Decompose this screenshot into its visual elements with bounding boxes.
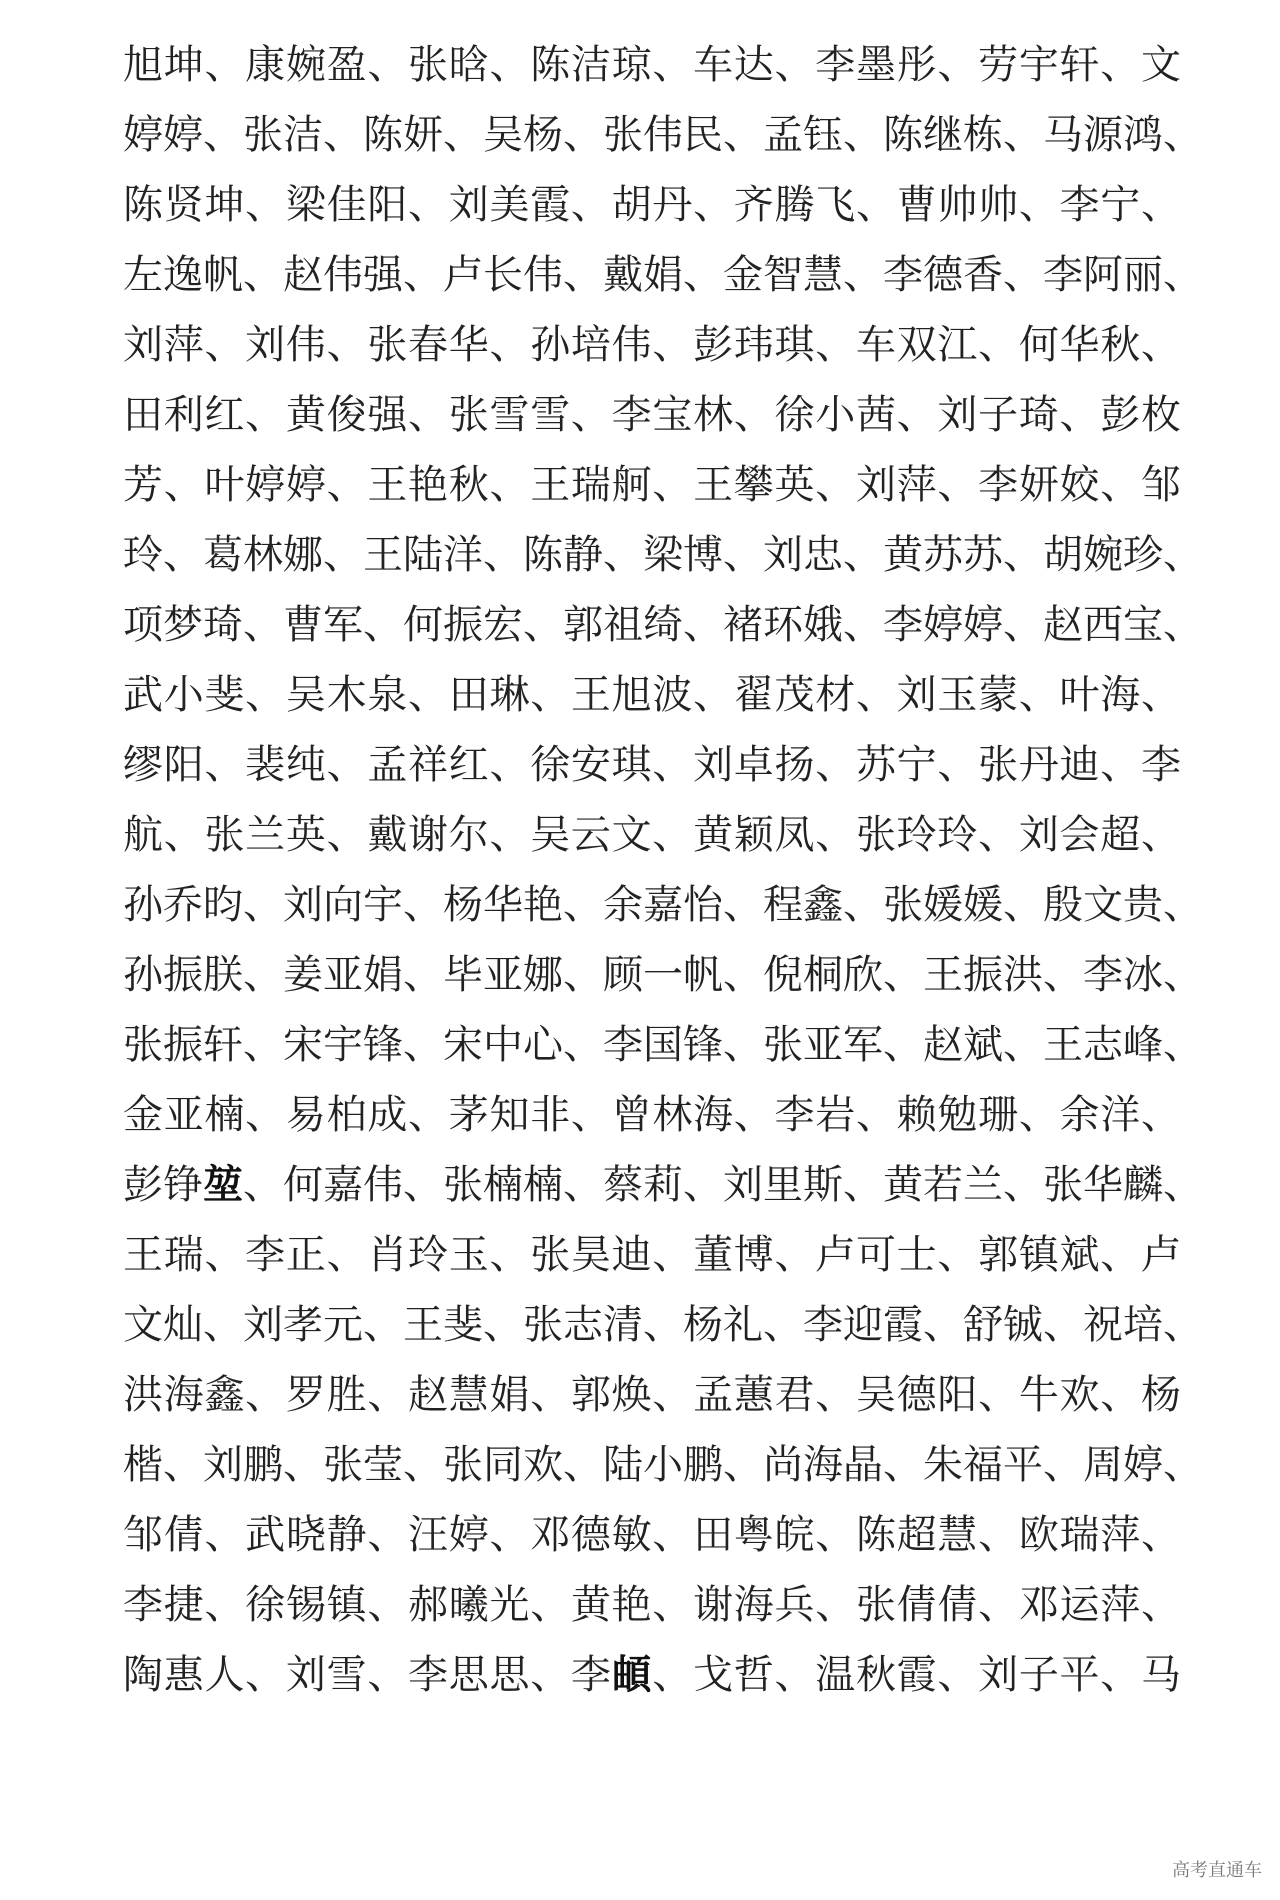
text-line: 孙 乔 昀 、 刘 向 宇 、 杨 华 艳 、 余 嘉 怡 、 程 鑫 、 张 媛 媛 、 殷 文 贵 、	[123, 882, 1203, 928]
text-line: 陶 惠 人 、 刘 雪 、 李 思 思 、 李 頔 、 戈 哲 、 温 秋 霞 、 刘 子 平 、 马	[123, 1652, 1181, 1698]
text-line: 芳 、 叶 婷 婷 、 王 艳 秋 、 王 瑞 舸 、 王 攀 英 、 刘 萍 、 李 妍 姣 、 邹	[123, 462, 1181, 508]
text-line: 彭 铮 堃 、 何 嘉 伟 、 张 楠 楠 、 蔡 莉 、 刘 里 斯 、 黄 若 兰 、 张 华 麟 、	[123, 1162, 1203, 1208]
text-line: 玲 、 葛 林 娜 、 王 陆 洋 、 陈 静 、 梁 博 、 刘 忠 、 黄 苏 苏 、 胡 婉 珍 、	[123, 532, 1203, 578]
text-line: 田 利 红 、 黄 俊 强 、 张 雪 雪 、 李 宝 林 、 徐 小 茜 、 刘 子 琦 、 彭 枚	[123, 392, 1181, 438]
text-line: 金 亚 楠 、 易 柏 成 、 茅 知 非 、 曾 林 海 、 李 岩 、 赖 勉 珊 、 余 洋 、	[123, 1092, 1181, 1138]
text-line: 陈 贤 坤 、 梁 佳 阳 、 刘 美 霞 、 胡 丹 、 齐 腾 飞 、 曹 帅 帅 、 李 宁 、	[123, 182, 1181, 228]
text-line: 武 小 斐 、 吴 木 泉 、 田 琳 、 王 旭 波 、 翟 茂 材 、 刘 玉 蒙 、 叶 海 、	[123, 672, 1181, 718]
text-line: 旭 坤 、 康 婉 盈 、 张 晗 、 陈 洁 琼 、 车 达 、 李 墨 彤 、 劳 宇 轩 、 文	[123, 42, 1181, 88]
text-line: 刘 萍 、 刘 伟 、 张 春 华 、 孙 培 伟 、 彭 玮 琪 、 车 双 江 、 何 华 秋 、	[123, 322, 1181, 368]
text-line: 缪 阳 、 裴 纯 、 孟 祥 红 、 徐 安 琪 、 刘 卓 扬 、 苏 宁 、 张 丹 迪 、 李	[123, 742, 1181, 788]
text-line: 洪 海 鑫 、 罗 胜 、 赵 慧 娟 、 郭 焕 、 孟 蕙 君 、 吴 德 阳 、 牛 欢 、 杨	[123, 1372, 1181, 1418]
text-line: 李 捷 、 徐 锡 镇 、 郝 曦 光 、 黄 艳 、 谢 海 兵 、 张 倩 倩 、 邓 运 萍 、	[123, 1582, 1181, 1628]
text-line: 邹 倩 、 武 晓 静 、 汪 婷 、 邓 德 敏 、 田 粤 皖 、 陈 超 慧 、 欧 瑞 萍 、	[123, 1512, 1181, 1558]
name-list-document	[123, 36, 1203, 1716]
text-line: 楷 、 刘 鹏 、 张 莹 、 张 同 欢 、 陆 小 鹏 、 尚 海 晶 、 朱 福 平 、 周 婷 、	[123, 1442, 1203, 1488]
text-line: 婷 婷 、 张 洁 、 陈 妍 、 吴 杨 、 张 伟 民 、 孟 钰 、 陈 继 栋 、 马 源 鸿 、	[123, 112, 1203, 158]
text-line: 文 灿 、 刘 孝 元 、 王 斐 、 张 志 清 、 杨 礼 、 李 迎 霞 、 舒 铖 、 祝 培 、	[123, 1302, 1203, 1348]
text-line: 孙 振 朕 、 姜 亚 娟 、 毕 亚 娜 、 顾 一 帆 、 倪 桐 欣 、 王 振 洪 、 李 冰 、	[123, 952, 1203, 998]
text-line: 左 逸 帆 、 赵 伟 强 、 卢 长 伟 、 戴 娟 、 金 智 慧 、 李 德 香 、 李 阿 丽 、	[123, 252, 1203, 298]
text-line: 张 振 轩 、 宋 宇 锋 、 宋 中 心 、 李 国 锋 、 张 亚 军 、 赵 斌 、 王 志 峰 、	[123, 1022, 1203, 1068]
text-line: 项 梦 琦 、 曹 军 、 何 振 宏 、 郭 祖 绮 、 褚 环 娥 、 李 婷 婷 、 赵 西 宝 、	[123, 602, 1203, 648]
text-line: 航 、 张 兰 英 、 戴 谢 尔 、 吴 云 文 、 黄 颖 凤 、 张 玲 玲 、 刘 会 超 、	[123, 812, 1181, 858]
watermark-text: 高考直通车	[1172, 1860, 1262, 1881]
text-line: 王 瑞 、 李 正 、 肖 玲 玉 、 张 昊 迪 、 董 博 、 卢 可 士 、 郭 镇 斌 、 卢	[123, 1232, 1181, 1278]
